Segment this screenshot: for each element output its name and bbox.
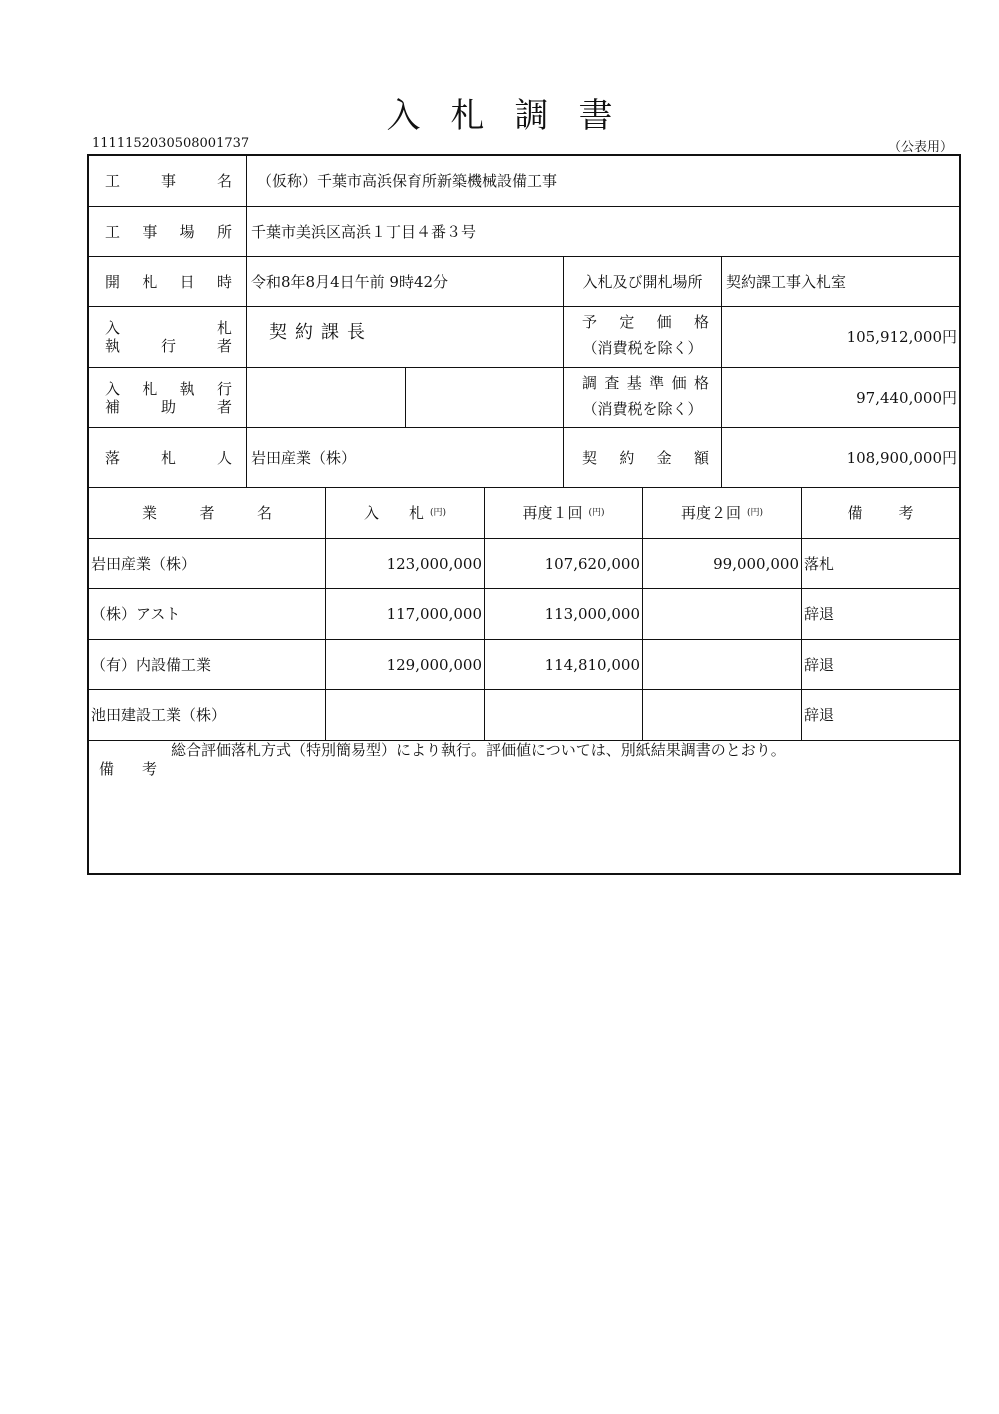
location-value: 千葉市美浜区高浜１丁目４番３号 <box>247 207 959 257</box>
opening-datetime-label: 開 札 日 時 <box>89 257 247 307</box>
survey-price-note: （消費税を除く） <box>582 400 703 418</box>
remarks: 辞退 <box>802 640 959 690</box>
company-name: 池田建設工業（株） <box>89 690 326 741</box>
rebid2-amount <box>643 589 802 640</box>
col-company-header: 業 者 名 <box>89 488 326 539</box>
location-label: 工 事 場 所 <box>89 207 247 257</box>
col-bid-header: 入 札 (円) <box>326 488 485 539</box>
rebid1-amount <box>485 690 643 741</box>
bid-amount: 117,000,000 <box>326 589 485 640</box>
rebid1-amount: 114,810,000 <box>485 640 643 690</box>
col-rebid2-header: 再度２回 (円) <box>643 488 802 539</box>
company-name: （有）内設備工業 <box>89 640 326 690</box>
winner-value: 岩田産業（株） <box>247 428 564 488</box>
venue-value: 契約課工事入札室 <box>722 257 959 307</box>
notes-section <box>89 741 959 873</box>
remarks: 辞退 <box>802 589 959 640</box>
rebid2-amount <box>643 640 802 690</box>
document-number: 1111152030508001737 <box>92 136 250 151</box>
opening-datetime-value: 令和8年8月4日午前 9時42分 <box>247 257 564 307</box>
project-name-label <box>89 156 247 207</box>
notes-label: 備 考 <box>99 760 157 778</box>
planned-price-value: 105,912,000円 <box>722 307 959 368</box>
rebid2-amount <box>643 690 802 741</box>
yen-unit: (円) <box>429 507 447 518</box>
col-remarks-header: 備 考 <box>802 488 959 539</box>
project-name-label-text: 工 事 名 <box>105 172 232 190</box>
rebid1-amount: 107,620,000 <box>485 539 643 589</box>
remarks: 辞退 <box>802 690 959 741</box>
company-name: 岩田産業（株） <box>89 539 326 589</box>
assistant-label: 入 札 執 行 補 助 者 <box>89 368 247 428</box>
page-title: 入札調書 <box>386 96 643 136</box>
assistant-value-1 <box>247 368 406 428</box>
contract-amount-label: 契 約 金 額 <box>564 428 722 488</box>
contract-amount-value: 108,900,000円 <box>722 428 959 488</box>
project-name-value: （仮称）千葉市高浜保育所新築機械設備工事 <box>247 156 959 207</box>
survey-price-label: 調 査 基 準 価 格 （消費税を除く） <box>564 368 722 428</box>
rebid1-amount: 113,000,000 <box>485 589 643 640</box>
planned-price-note: （消費税を除く） <box>582 339 703 357</box>
winner-label: 落 札 人 <box>89 428 247 488</box>
bid-record-table <box>87 154 961 875</box>
bid-amount: 123,000,000 <box>326 539 485 589</box>
executor-label: 入 札 執 行 者 <box>89 307 247 368</box>
public-use-label: （公表用） <box>888 140 954 155</box>
col-rebid1-header: 再度１回 (円) <box>485 488 643 539</box>
planned-price-label: 予 定 価 格 （消費税を除く） <box>564 307 722 368</box>
rebid2-amount: 99,000,000 <box>643 539 802 589</box>
executor-value: 契約課長 <box>247 307 564 368</box>
assistant-value-2 <box>406 368 564 428</box>
remarks: 落札 <box>802 539 959 589</box>
venue-label: 入札及び開札場所 <box>564 257 722 307</box>
notes-text: 総合評価落札方式（特別簡易型）により執行。評価値については、別紙結果調書のとおり。 <box>171 741 786 759</box>
survey-price-value: 97,440,000円 <box>722 368 959 428</box>
bid-amount: 129,000,000 <box>326 640 485 690</box>
bid-amount <box>326 690 485 741</box>
company-name: （株）アスト <box>89 589 326 640</box>
